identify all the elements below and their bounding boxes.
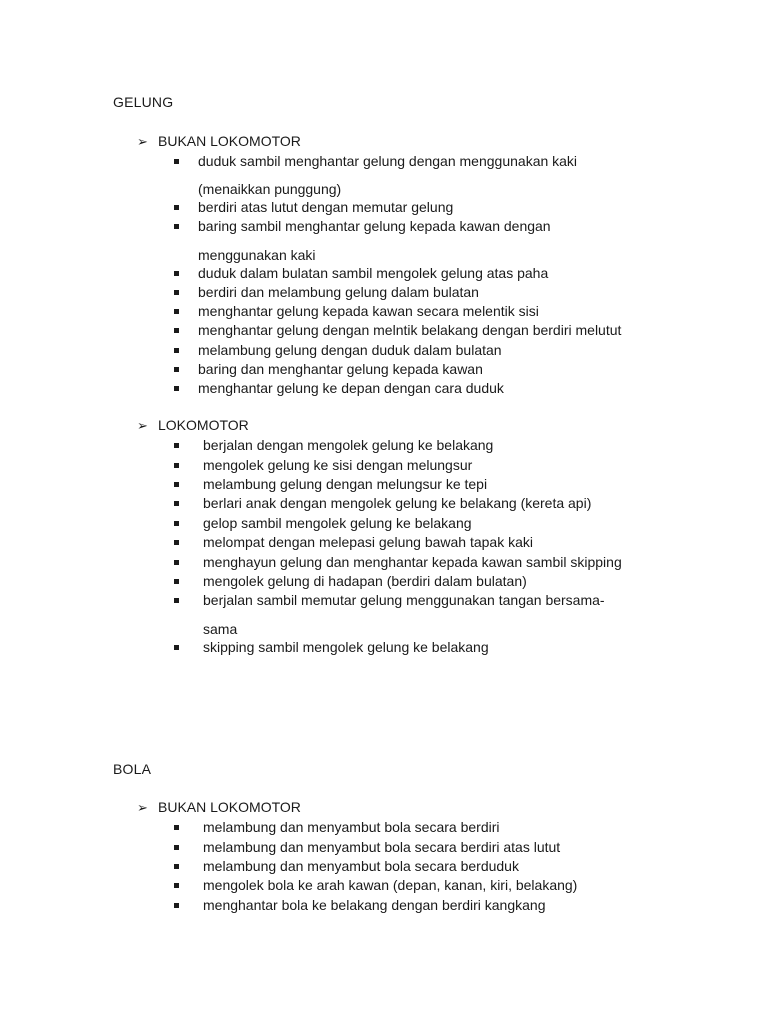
square-bullet-icon	[174, 386, 179, 391]
list-item	[174, 265, 549, 281]
arrow-bullet-icon: ➢	[137, 418, 148, 433]
square-bullet-icon	[174, 367, 179, 372]
list-item-text: menghantar gelung kepada kawan secara melentik sisi	[198, 303, 539, 319]
list-item-continuation: (menaikkan punggung)	[198, 181, 342, 197]
list-item	[174, 819, 500, 835]
square-bullet-icon	[174, 883, 179, 888]
list-item	[174, 303, 539, 319]
square-bullet-icon	[174, 348, 179, 353]
subheading-label: BUKAN LOKOMOTOR	[158, 799, 301, 815]
list-item	[174, 839, 561, 855]
square-bullet-icon	[174, 521, 179, 526]
square-bullet-icon	[174, 845, 179, 850]
list-item-text: baring dan menghantar gelung kepada kawan	[198, 361, 483, 377]
list-item	[174, 153, 578, 169]
square-bullet-icon	[174, 903, 179, 908]
list-item	[174, 476, 488, 492]
list-item	[174, 380, 504, 396]
list-item-continuation: sama	[203, 621, 238, 637]
square-bullet-icon	[174, 825, 179, 830]
list-item-text: berdiri atas lutut dengan memutar gelung	[198, 199, 454, 215]
list-item-text: berdiri dan melambung gelung dalam bulatan	[198, 284, 479, 300]
square-bullet-icon	[174, 205, 179, 210]
list-item	[174, 199, 454, 215]
list-item	[174, 592, 605, 608]
list-item	[174, 361, 483, 377]
list-item-text: berjalan sambil memutar gelung menggunakan tangan bersama-	[203, 592, 605, 608]
list-item-text: melambung gelung dengan melungsur ke tepi	[203, 476, 488, 492]
list-item-text: melambung dan menyambut bola secara berdiri atas lutut	[203, 839, 561, 855]
arrow-bullet-icon: ➢	[137, 800, 148, 815]
list-item-text: menghantar bola ke belakang dengan berdiri kangkang	[203, 897, 546, 913]
square-bullet-icon	[174, 271, 179, 276]
square-bullet-icon	[174, 328, 179, 333]
list-item	[174, 342, 502, 358]
list-item-text: menghantar gelung dengan melntik belakang dengan berdiri melutut	[198, 322, 622, 338]
list-item-text: duduk sambil menghantar gelung dengan menggunakan kaki	[198, 153, 578, 169]
list-item-text: mengolek gelung ke sisi dengan melungsur	[203, 457, 473, 473]
list-item-text: menghantar gelung ke depan dengan cara duduk	[198, 380, 504, 396]
list-item-text: skipping sambil mengolek gelung ke belakang	[203, 639, 489, 655]
square-bullet-icon	[174, 540, 179, 545]
list-item	[174, 639, 489, 655]
subheading-bukan-lokomotor	[137, 133, 301, 150]
list-item-text: baring sambil menghantar gelung kepada kawan dengan	[198, 218, 551, 234]
square-bullet-icon	[174, 645, 179, 650]
square-bullet-icon	[174, 309, 179, 314]
subheading-label: BUKAN LOKOMOTOR	[158, 133, 301, 149]
square-bullet-icon	[174, 579, 179, 584]
list-item-text: melambung dan menyambut bola secara berdiri	[203, 819, 500, 835]
list-item-text: duduk dalam bulatan sambil mengolek gelung atas paha	[198, 265, 549, 281]
list-item-text: melompat dengan melepasi gelung bawah tapak kaki	[203, 534, 533, 550]
list-item-text: melambung dan menyambut bola secara berduduk	[203, 858, 519, 874]
list-item-text: mengolek gelung di hadapan (berdiri dalam bulatan)	[203, 573, 527, 589]
list-item	[174, 534, 533, 550]
list-item	[174, 573, 527, 589]
list-item	[174, 515, 472, 531]
section-title-gelung: GELUNG	[113, 94, 174, 110]
square-bullet-icon	[174, 864, 179, 869]
list-item-continuation: menggunakan kaki	[198, 247, 316, 263]
list-item	[174, 322, 622, 338]
square-bullet-icon	[174, 560, 179, 565]
list-item-text: berjalan dengan mengolek gelung ke belakang	[203, 437, 494, 453]
square-bullet-icon	[174, 159, 179, 164]
square-bullet-icon	[174, 501, 179, 506]
list-item	[174, 858, 519, 874]
list-item	[174, 218, 551, 234]
list-item	[174, 877, 578, 893]
list-item-text: mengolek bola ke arah kawan (depan, kanan, kiri, belakang)	[203, 877, 578, 893]
list-item	[174, 284, 479, 300]
square-bullet-icon	[174, 482, 179, 487]
subheading-bukan-lokomotor	[137, 799, 301, 816]
list-item	[174, 437, 494, 453]
square-bullet-icon	[174, 598, 179, 603]
arrow-bullet-icon: ➢	[137, 134, 148, 149]
square-bullet-icon	[174, 463, 179, 468]
list-item	[174, 554, 622, 570]
square-bullet-icon	[174, 224, 179, 229]
list-item	[174, 495, 592, 511]
list-item-text: melambung gelung dengan duduk dalam bulatan	[198, 342, 502, 358]
list-item-text: menghayun gelung dan menghantar kepada kawan sambil skipping	[203, 554, 622, 570]
subheading-label: LOKOMOTOR	[158, 417, 249, 433]
list-item-text: gelop sambil mengolek gelung ke belakang	[203, 515, 472, 531]
square-bullet-icon	[174, 290, 179, 295]
square-bullet-icon	[174, 443, 179, 448]
list-item-text: berlari anak dengan mengolek gelung ke belakang (kereta api)	[203, 495, 592, 511]
subheading-lokomotor	[137, 417, 249, 434]
list-item	[174, 457, 473, 473]
list-item	[174, 897, 546, 913]
section-title-bola: BOLA	[113, 761, 152, 777]
